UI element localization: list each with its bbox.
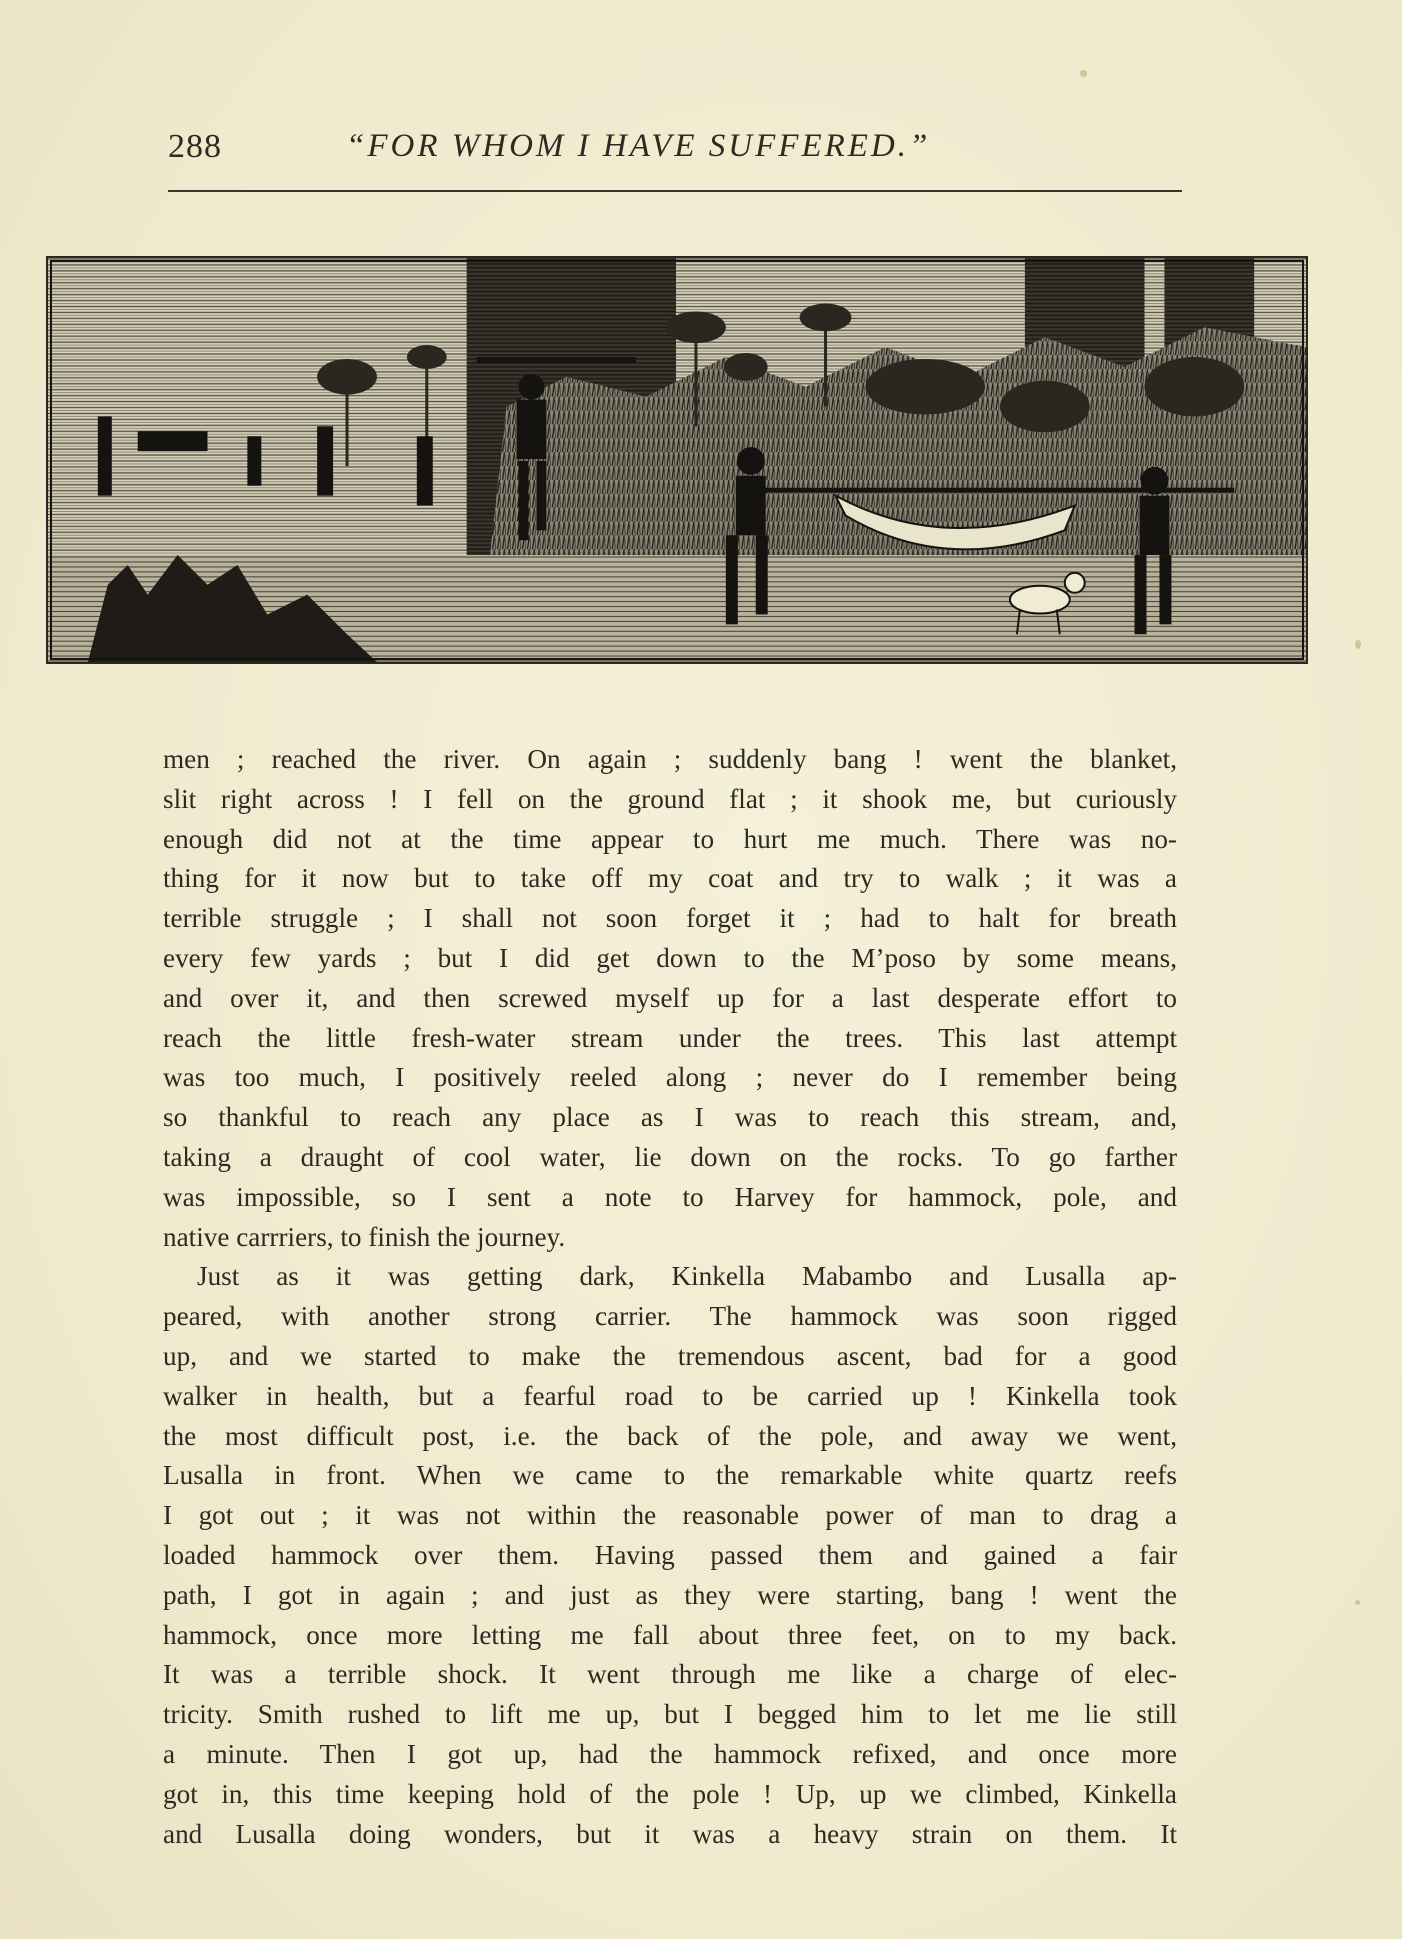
text-line: enough did not at the time appear to hurt me much. There was no-: [163, 823, 1177, 854]
text-line: men ; reached the river. On again ; suddenly bang ! went the blanket,: [163, 744, 1177, 774]
text-line: got in, this time keeping hold of the pole ! Up, up we climbed, Kinkella: [163, 1778, 1177, 1809]
paper-speck: [1355, 640, 1361, 649]
engraving-hammock-carriers-icon: [46, 256, 1308, 664]
text-line: I got out ; it was not within the reasonable power of man to drag a: [163, 1500, 1177, 1531]
text-line: and Lusalla doing wonders, but it was a heavy strain on them. It: [163, 1818, 1177, 1849]
text-line: Just as it was getting dark, Kinkella Mabambo and Lusalla ap-: [197, 1261, 1177, 1292]
paragraph-2: [163, 1257, 1177, 1854]
text-line: walker in health, but a fearful road to be carried up ! Kinkella took: [163, 1380, 1177, 1411]
text-line: thing for it now but to take off my coat and try to walk ; it was a: [163, 863, 1177, 894]
text-line: was too much, I positively reeled along ; never do I remember being: [163, 1062, 1177, 1093]
text-line: the most difficult post, i.e. the back of the pole, and away we went,: [163, 1420, 1177, 1451]
page-header: [168, 128, 1178, 178]
text-line: tricity. Smith rushed to lift me up, but I begged him to let me lie still: [163, 1699, 1177, 1730]
text-line: slit right across ! I fell on the ground flat ; it shook me, but curiously: [163, 783, 1177, 814]
paper-speck: [1355, 1600, 1360, 1605]
paragraph-1: [163, 740, 1177, 1257]
text-line: was impossible, so I sent a note to Harvey for hammock, pole, and: [163, 1181, 1177, 1212]
text-line: hammock, once more letting me fall about three feet, on to my back.: [163, 1619, 1177, 1650]
text-line: path, I got in again ; and just as they were starting, bang ! went the: [163, 1579, 1177, 1610]
text-line: so thankful to reach any place as I was to reach this stream, and,: [163, 1102, 1177, 1133]
text-line: and over it, and then screwed myself up for a last desperate effort to: [163, 982, 1177, 1013]
page-number: 288: [168, 128, 222, 165]
text-line: native carrriers, to finish the journey.: [163, 1221, 566, 1252]
text-line: Lusalla in front. When we came to the remarkable white quartz reefs: [163, 1460, 1177, 1491]
paper-speck: [1080, 70, 1087, 77]
text-line: loaded hammock over them. Having passed them and gained a fair: [163, 1539, 1177, 1570]
running-title: “FOR WHOM I HAVE SUFFERED.”: [346, 128, 931, 164]
body-text: [163, 740, 1177, 1854]
text-line: It was a terrible shock. It went through me like a charge of elec-: [163, 1659, 1177, 1690]
text-line: up, and we started to make the tremendous ascent, bad for a good: [163, 1340, 1177, 1371]
text-line: reach the little fresh-water stream under the trees. This last attempt: [163, 1022, 1177, 1053]
header-rule: [168, 190, 1182, 192]
text-line: terrible struggle ; I shall not soon forget it ; had to halt for breath: [163, 903, 1177, 934]
text-line: every few yards ; but I did get down to the M’poso by some means,: [163, 942, 1177, 973]
text-line: peared, with another strong carrier. The hammock was soon rigged: [163, 1301, 1177, 1332]
text-line: a minute. Then I got up, had the hammock refixed, and once more: [163, 1738, 1177, 1769]
text-line: taking a draught of cool water, lie down on the rocks. To go farther: [163, 1141, 1177, 1172]
